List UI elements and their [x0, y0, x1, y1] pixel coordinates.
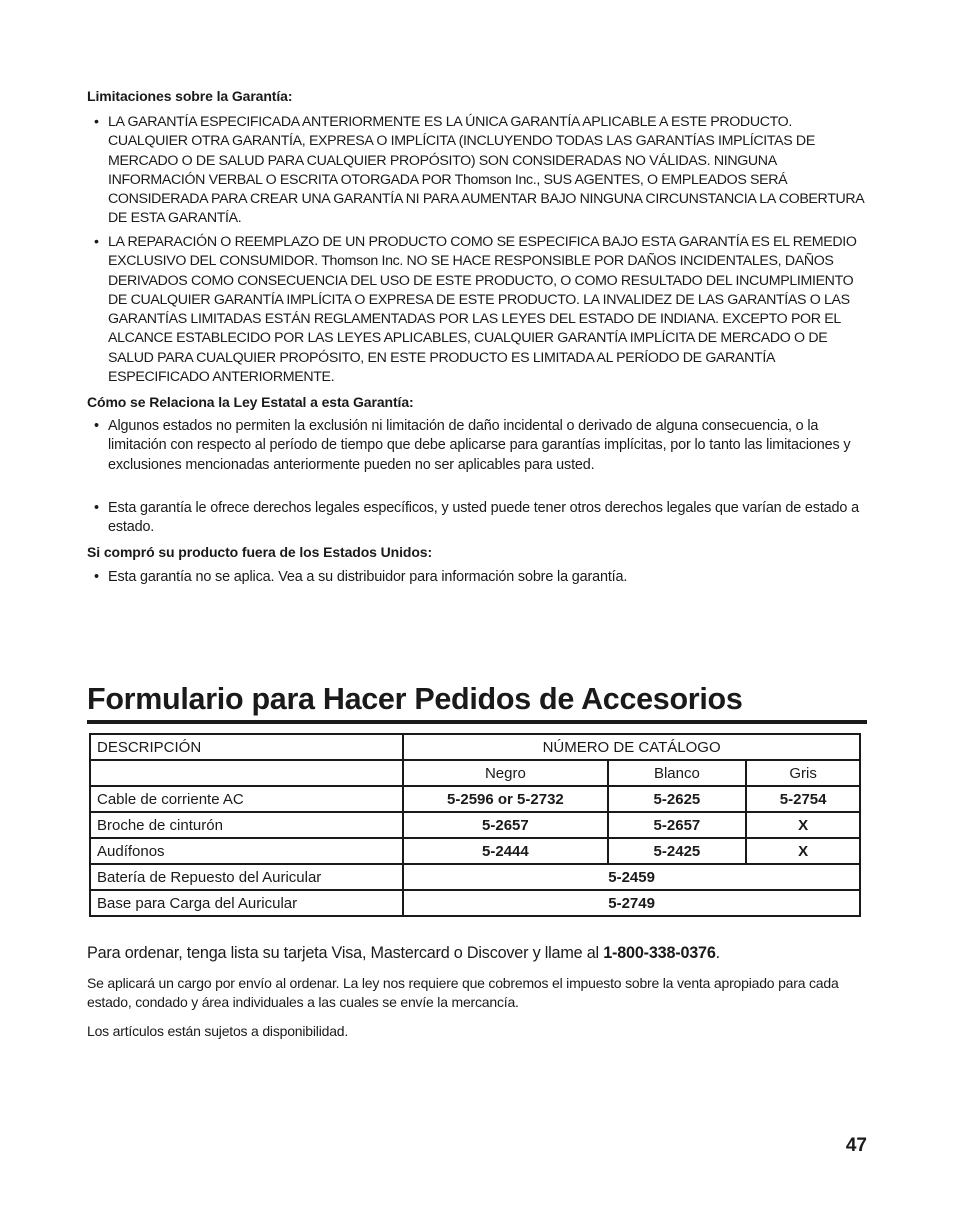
row-white: 5-2625	[608, 786, 747, 812]
table-row	[90, 812, 860, 838]
row-gray: X	[746, 838, 860, 864]
state-law-bullet-2: • Esta garantía le ofrece derechos legales específicos, y usted puede tener otros derechos legales que varían de estado a estado.	[94, 500, 859, 536]
table-row	[90, 838, 860, 864]
table-header-row	[90, 734, 860, 760]
shipping-note: Se aplicará un cargo por envío al ordenar. La ley nos requiere que cobremos el impuesto sobre la venta apropiado para cada estado, condado y área individuales a las cuales se envíe la mercancía.	[87, 975, 839, 1010]
outside-us-bullet-1: • Esta garantía no se aplica. Vea a su distribuidor para información sobre la garantía.	[94, 569, 628, 585]
row-white: 5-2425	[608, 838, 747, 864]
row-name: Broche de cinturón	[90, 812, 403, 838]
limitations-bullet-1: • LA GARANTÍA ESPECIFICADA ANTERIORMENTE ES LA ÚNICA GARANTÍA APLICABLE A ESTE PRODUCTO. CUALQUIER OTRA GARANTÍA, EXPRESA O IMPLÍCITA (INCLUYENDO TODAS LAS GARANTÍAS IMPLÍCITAS DE MERCADO O DE SALUD PARA CUALQUIER PROPÓSITO) SON CONSIDERADAS NO VÁLIDAS. NINGUNA INFORMACIÓN VERBAL O ESCRITA OTORGADA POR Thomson Inc., SUS AGENTES, O EMPLEADOS SERÁ CONSIDERADA PARA CREAR UNA GARANTÍA NI PARA AUMENTAR BAJO NINGUNA CIRCUNSTANCIA LA COBERTURA DE ESTA GARANTÍA.	[94, 114, 864, 227]
table-subheader-row	[90, 760, 860, 786]
row-white: 5-2657	[608, 812, 747, 838]
row-all-colors: 5-2459	[403, 864, 860, 890]
order-instructions: Para ordenar, tenga lista su tarjeta Visa, Mastercard o Discover y llame al 1-800-338-0376.	[87, 944, 720, 962]
row-gray: 5-2754	[746, 786, 860, 812]
limitations-bullet-2: • LA REPARACIÓN O REEMPLAZO DE UN PRODUCTO COMO SE ESPECIFICA BAJO ESTA GARANTÍA ES EL REMEDIO EXCLUSIVO DEL CONSUMIDOR. Thomson Inc. NO SE HACE RESPONSIBLE POR DAÑOS INCIDENTALES, DAÑOS DERIVADOS COMO CONSECUENCIA DEL USO DE ESTE PRODUCTO, O COMO RESULTADO DEL INCUMPLIMIENTO DE CUALQUIER GARANTÍA IMPLÍCITA O EXPRESA DE ESTE PRODUCTO. LA INVALIDEZ DE LAS GARANTÍAS O LAS GARANTÍAS LIMITADAS ESTÁN REGLAMENTADAS POR LAS LEYES DEL ESTADO DE INDIANA. EXCEPTO POR EL ALCANCE ESTABLECIDO POR LAS LEYES APLICABLES, CUALQUIER GARANTÍA IMPLÍCITA DE MERCADO O DE SALUD PARA CUALQUIER PROPÓSITO, EN ESTE PRODUCTO ES LIMITADA AL PERÍODO DE GARANTÍA ESPECIFICADO ANTERIORMENTE.	[94, 234, 857, 386]
row-black: 5-2596 or 5-2732	[403, 786, 607, 812]
accessories-table	[89, 733, 861, 917]
table-row	[90, 890, 860, 916]
table-row	[90, 864, 860, 890]
row-name: Base para Carga del Auricular	[90, 890, 403, 916]
header-gray: Gris	[746, 760, 860, 786]
row-black: 5-2444	[403, 838, 607, 864]
state-law-heading: Cómo se Relaciona la Ley Estatal a esta Garantía:	[87, 394, 414, 410]
limitations-heading: Limitaciones sobre la Garantía:	[87, 88, 293, 104]
row-black: 5-2657	[403, 812, 607, 838]
state-law-bullet-1: • Algunos estados no permiten la exclusión ni limitación de daño incidental o derivado de alguna consecuencia, o la limitación con respecto al período de tiempo que debe aplicarse para garantías implícitas, por lo tanto las limitaciones y exclusiones mencionadas anteriormente pueden no ser aplicables para usted.	[94, 418, 851, 473]
row-name: Audífonos	[90, 838, 403, 864]
outside-us-heading: Si compró su producto fuera de los Estados Unidos:	[87, 544, 433, 560]
row-name: Cable de corriente AC	[90, 786, 403, 812]
header-empty	[90, 760, 403, 786]
phone-number: 1-800-338-0376	[603, 944, 716, 962]
header-description: DESCRIPCIÓN	[90, 734, 403, 760]
order-form-title: Formulario para Hacer Pedidos de Accesorios	[87, 680, 867, 724]
header-black: Negro	[403, 760, 607, 786]
header-white: Blanco	[608, 760, 747, 786]
row-gray: X	[746, 812, 860, 838]
availability-note: Los artículos están sujetos a disponibilidad.	[87, 1023, 349, 1039]
row-name: Batería de Repuesto del Auricular	[90, 864, 403, 890]
table-row	[90, 786, 860, 812]
header-catalog: NÚMERO DE CATÁLOGO	[403, 734, 860, 760]
row-all-colors: 5-2749	[403, 890, 860, 916]
page-number: 47	[845, 1135, 867, 1156]
